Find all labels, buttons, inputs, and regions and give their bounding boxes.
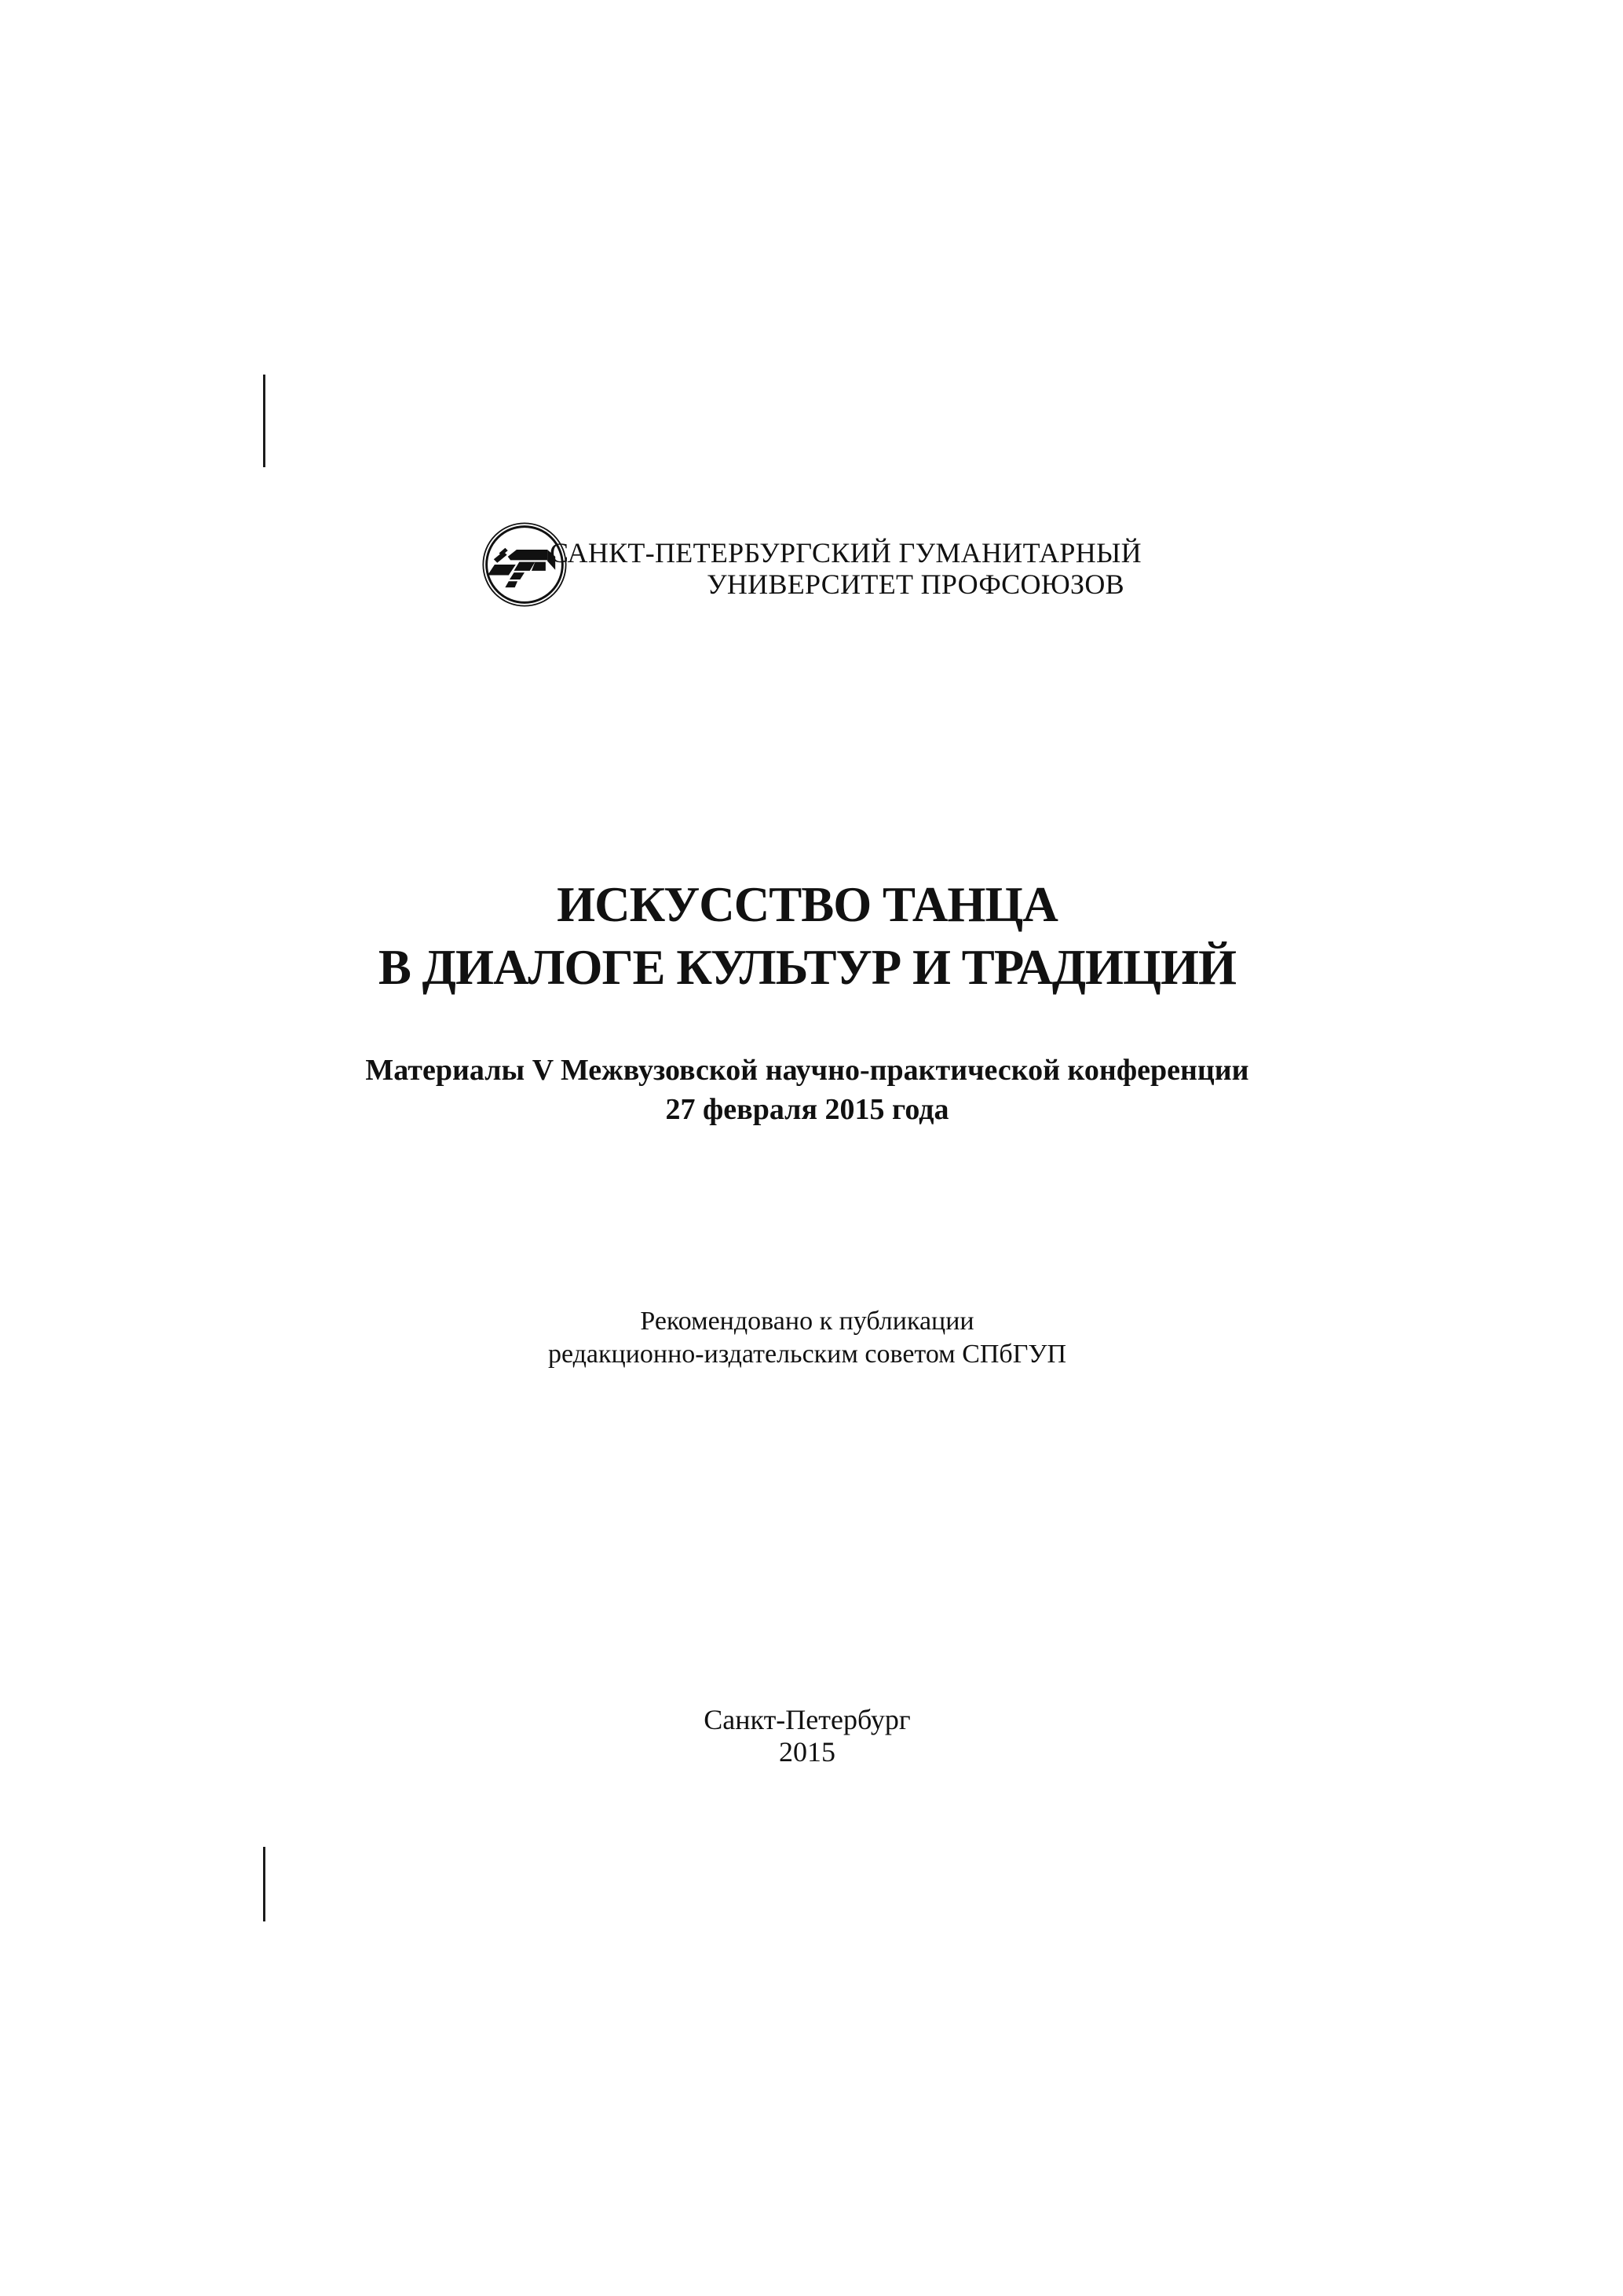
imprint-year: 2015 <box>779 1736 835 1768</box>
approval-note-line2: редакционно-издательским советом СПбГУП <box>547 1340 1067 1369</box>
university-name-line2: УНИВЕРСИТЕТ ПРОФСОЮЗОВ <box>707 569 1124 600</box>
conference-subtitle-line1: Материалы V Межвузовской научно-практической конференции <box>365 1054 1249 1087</box>
imprint-city: Санкт-Петербург <box>704 1704 911 1735</box>
conference-date: 27 февраля 2015 года <box>665 1093 949 1126</box>
book-title <box>267 873 1347 999</box>
approval-note-line1: Рекомендовано к публикации <box>640 1307 974 1336</box>
conference-subtitle <box>267 1051 1347 1129</box>
page-fold-mark-top <box>263 375 265 467</box>
university-name <box>550 537 1142 600</box>
book-title-line2: В ДИАЛОГЕ КУЛЬТУР И ТРАДИЦИЙ <box>378 940 1237 995</box>
page-fold-mark-bottom <box>263 1847 265 1921</box>
book-title-line1: ИСКУССТВО ТАНЦА <box>557 877 1058 932</box>
university-name-line1: САНКТ-ПЕТЕРБУРГСКИЙ ГУМАНИТАРНЫЙ <box>550 537 1142 569</box>
imprint <box>267 1704 1347 1768</box>
approval-note <box>267 1305 1347 1371</box>
